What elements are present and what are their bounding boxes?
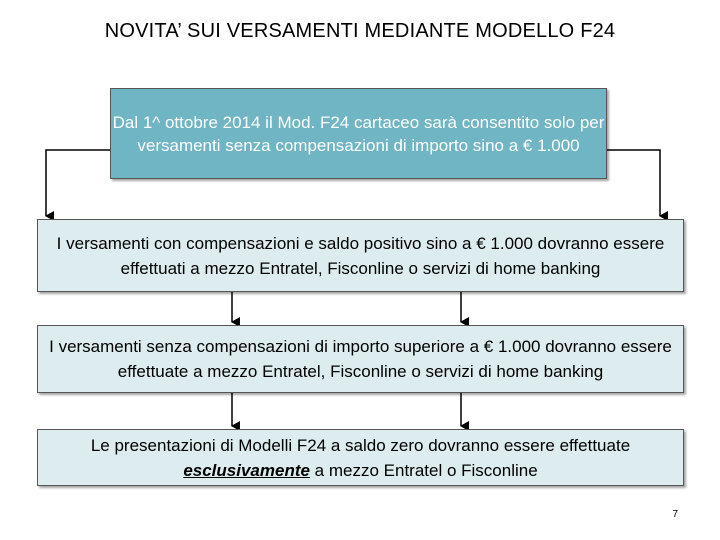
box-1-text: I versamenti con compensazioni e saldo positivo sino a € 1.000 dovranno essere effettuati a mezzo Entratel, Fisconline o servizi di home banking (56, 233, 665, 278)
box-3-text-after: a mezzo Entratel o Fisconline (309, 460, 538, 480)
left-connector (46, 150, 110, 216)
page-number: 7 (672, 509, 678, 520)
slide-title: NOVITA’ SUI VERSAMENTI MEDIANTE MODELLO F24 (104, 20, 616, 42)
box-compensation-positive (37, 219, 684, 292)
box-3-emphasis: esclusivamente (183, 460, 310, 480)
right-connector (607, 150, 660, 216)
box-3-text (38, 433, 683, 483)
box-zero-balance (37, 429, 684, 486)
box-no-compensation-over (37, 325, 684, 393)
box-3-text-before: Le presentazioni di Modelli F24 a saldo zero dovranno essere effettuate (90, 435, 631, 455)
top-box-text: Dal 1^ ottobre 2014 il Mod. F24 cartaceo sarà consentito solo per versamenti senza compensazioni di importo sino a € 1.000 (112, 112, 605, 155)
top-box (110, 88, 607, 179)
box-2-text: I versamenti senza compensazioni di importo superiore a € 1.000 dovranno essere effettuate a mezzo Entratel, Fisconline o servizi di home banking (49, 337, 672, 381)
